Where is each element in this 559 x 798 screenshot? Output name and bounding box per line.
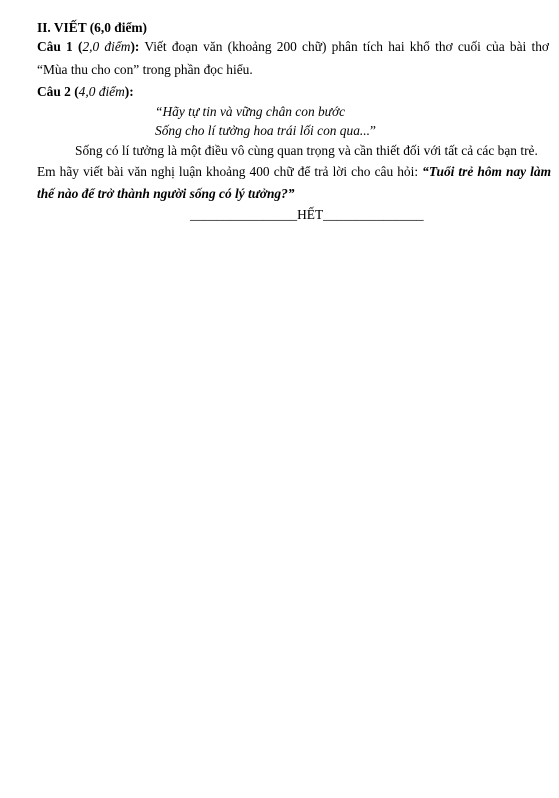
question-2-label: Câu 2 (37, 84, 71, 99)
question-1-points-open: ( (72, 39, 83, 54)
question-2-header (37, 82, 134, 101)
question-2-points: 4,0 điểm (78, 84, 125, 99)
essay-prompt-line-2-plain: Em hãy viết bài văn nghị luận khoảng 400 chữ để trả lời cho câu hỏi: (37, 164, 423, 179)
question-1-text-line-1: Viết đoạn văn (khoảng 200 chữ) phân tích hai khổ thơ cuối của bài thơ (139, 39, 549, 54)
question-1-line-2 (37, 60, 253, 79)
end-left-rule: ________________ (190, 207, 298, 222)
essay-prompt-line-2-emphasis: “Tuổi trẻ hôm nay làm (422, 164, 551, 179)
end-text: HẾT (297, 207, 324, 222)
question-2-points-close: ): (124, 84, 134, 99)
question-1-label: Câu 1 (37, 39, 73, 54)
quote-line-2-text: Sống cho lí tưởng hoa trái lối con qua... (155, 123, 370, 138)
question-1-points-close: ): (130, 39, 140, 54)
quote-line-1 (155, 102, 345, 121)
essay-prompt-line-1 (75, 141, 538, 160)
section-title: II. VIẾT (6,0 điểm) (37, 20, 147, 35)
quote-line-1-text: “Hãy tự tin và vững chân con bước (155, 104, 346, 119)
question-1-line-1 (37, 37, 549, 56)
section-heading (37, 18, 147, 37)
essay-prompt-line-2 (37, 162, 551, 181)
end-right-rule: _______________ (323, 207, 424, 222)
essay-prompt-line-3 (37, 184, 294, 203)
essay-prompt-line-1-text: Sống có lí tưởng là một điều vô cùng quan trọng và cần thiết đối với tất cả các bạn trẻ. (75, 143, 538, 158)
end-marker (190, 205, 424, 224)
question-2-points-open: ( (70, 84, 79, 99)
essay-prompt-line-3-emphasis: thế nào để trở thành người sống có lý tưởng?” (37, 186, 295, 201)
question-1-points: 2,0 điểm (82, 39, 131, 54)
question-1-text-line-2: “Mùa thu cho con” trong phần đọc hiểu. (37, 62, 253, 77)
quote-line-2 (155, 121, 376, 140)
quote-close-mark: ” (369, 123, 376, 138)
